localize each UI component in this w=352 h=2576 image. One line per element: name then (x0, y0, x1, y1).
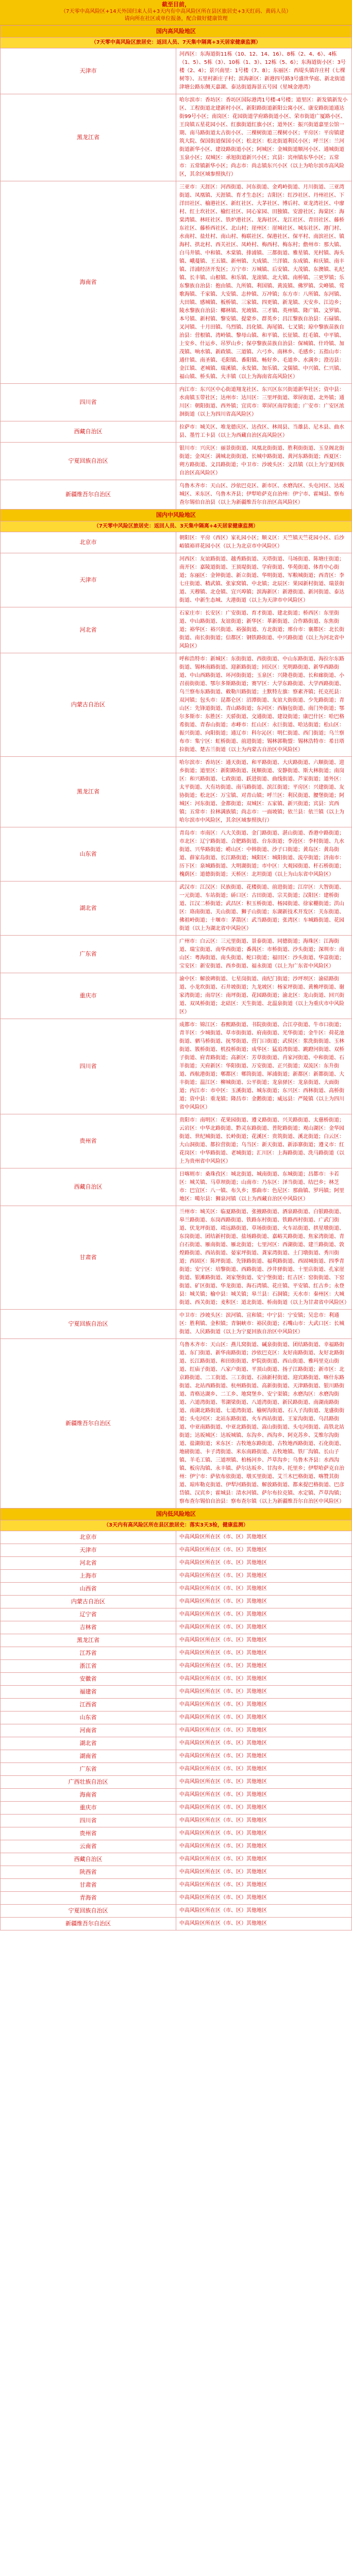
area-detail-cell: 成都市：锦江区：春熙路街道、书院街街道、合江亭街道、牛市口街道；青羊区：少城街道、草市街街道、府南街道、光华街道；金牛区：荷花池街道、驷马桥街道、抚琴街道、营门口街道；武侯区：浆洗街街道、玉林街道、簇桥街道、机投桥街道；成华区：猛追湾街道、跳蹬河街道、双桥子街道、府青路街道；高新区：芳草街街道、肖家河街道、中和街道、石羊街道；天府新区：华阳街道、万安街道、正兴街道；双流区：东升街道、西航港街道；郫都区：郫筒街道、犀浦街道；新都区：新都街道、大丰街道；温江区：柳城街道、公平街道；龙泉驿区：龙泉街道、大面街道；内江市：市中区：玉溪街道、城东街道；东兴区：西林街道、高桥街道；资中县：重龙镇；隆昌市：金鹅街道；威远县：严陵镇（以上为四川省中风险区） (176, 1019, 352, 1114)
table-row (1, 1866, 352, 1879)
section-subtitle-row (1, 38, 352, 48)
area-detail-cell: 中高风险区所在区（市、区）其他地区 (176, 1853, 352, 1866)
area-detail-cell: 哈尔滨市：香坊区：通天街道、和平路街道、大庆路街道、六顺街道、进乡街道；道里区：新阳路街道、抚顺街道、安静街道、斯大林街道；南岗区：和兴路街道、七政街道、跃进街道、曲线街道、芦家街道；道外区：太平街道、大有坊街道、南马路街道、滨江街道；平房区：兴建街道、友协街道；松北区：万宝镇、对青山镇；呼兰区：利民街道、腰堡街道；阿城区：河东街道、金都街道；双城区：五家镇、新兴街道；宾县：宾西镇；五常市：拉林满族镇；尚志市：一面坡镇；依兰县：依兰镇（以上为哈尔滨市中风险区，其余区域参照执行） (176, 757, 352, 827)
province-cell: 宁夏回族自治区 (1, 1905, 176, 1918)
table-row (1, 1686, 352, 1699)
table-row (1, 94, 352, 181)
province-cell: 黑龙江省 (1, 94, 176, 181)
table-row (1, 1815, 352, 1827)
table-row (1, 1339, 352, 1509)
table-row (1, 1634, 352, 1647)
area-detail-cell: 乌鲁木齐市：天山区：燕儿窝街道、碱泉街街道、团结路街道、幸福路街道、东门街道、新华南路街道；沙依巴克区：友好南路街道、友好北路街道、长江路街道、和田街街道、炉院街街道、西山街道、雅玛里克山街道、红庙子街道、八家户街道、平顶山街道、扬子江路街道；新市区：北京路街道、二工街道、三工街道、石油新村街道、迎宾路街道、喀什东路街道、北站西路街道、杭州路街道、高新街街道、天津路街道、银川路街道、青格达湖乡、二工乡、地窝堡乡、安宁渠镇；水磨沟区：水磨沟街道、六道湾街道、苇湖梁街道、八道湾街道、新民路街道、南湖南路街道、南湖北路街道、七道湾街道、榆树沟街道、石人子沟街道、龙盛街街道；头屯河区：北站东路街道、火车西站街道、王家沟街道、乌昌路街道、中亚南路街道、中亚北路街道、嵩山街街道、头屯河街道、高铁北站街道；达坂城区：达坂城镇、东沟乡、西沟乡、阿克苏乡、艾维尔沟街道、盐湖街道；米东区：古牧地东路街道、古牧地西路街道、石化街道、地磅街道、卡子湾街道、米东南路街道、古牧地镇、铁厂沟镇、长山子镇、羊毛工镇、三道坝镇、柏杨河乡、芦草沟乡；乌鲁木齐县：水西沟镇、板房沟镇、永丰镇、萨尔达坂乡、甘沟乡、托里乡；伊犁哈萨克自治州：伊宁市：萨依布依街道、墩买里街道、艾兰木巴格街道、喀赞其街道、琼库勒克街道、伊犁河路街道、解放路街道、都来提巴格街道、巴彦岱镇、汉宾乡；霍城县：清水河镇、萨尔布拉克镇、水定镇、芦草沟镇；察布查尔锡伯自治县：察布查尔镇（以上为新疆维吾尔自治区中风险区） (176, 1339, 352, 1509)
table-row (1, 1596, 352, 1608)
section-title-row (1, 26, 352, 38)
province-cell: 黑龙江省 (1, 757, 176, 827)
risk-area-table (0, 25, 352, 1930)
area-detail-cell: 中高风险区所在区（市、区）其他地区 (176, 1583, 352, 1596)
area-detail-cell: 中高风险区所在区（市、区）其他地区 (176, 1789, 352, 1802)
section-subtitle-row (1, 521, 352, 532)
province-cell: 新疆维吾尔自治区 (1, 1918, 176, 1930)
table-row (1, 443, 352, 480)
table-row (1, 532, 352, 553)
province-cell: 重庆市 (1, 973, 176, 1019)
table-row (1, 480, 352, 510)
table-row (1, 1789, 352, 1802)
table-row (1, 607, 352, 653)
table-row (1, 1750, 352, 1763)
area-detail-cell: 中高风险区所在区（市、区）其他地区 (176, 1737, 352, 1750)
province-cell: 北京市 (1, 1531, 176, 1544)
area-detail-cell: 乌鲁木齐市：天山区、沙依巴克区、新市区、水磨沟区、头屯河区、达坂城区、米东区、乌鲁木齐县；伊犁哈萨克自治州：伊宁市、霍城县、察布查尔锡伯自治县（以上为新疆维吾尔自治区高风险区） (176, 480, 352, 510)
table-row (1, 653, 352, 757)
table-row (1, 1776, 352, 1789)
area-detail-cell: 中高风险区所在区（市、区）其他地区 (176, 1892, 352, 1905)
area-detail-cell: 朝阳区：平房（西区）家礼园小区；顺义区：天竺镇天竺花园小区、后沙峪镇裕祥花园小区（以上为北京市中风险区） (176, 532, 352, 553)
province-cell: 内蒙古自治区 (1, 1596, 176, 1608)
table-row (1, 1660, 352, 1673)
province-cell: 内蒙古自治区 (1, 653, 176, 757)
province-cell: 西藏自治区 (1, 1853, 176, 1866)
table-row (1, 827, 352, 882)
province-cell: 甘肃省 (1, 1879, 176, 1892)
province-cell: 山西省 (1, 1583, 176, 1596)
area-detail-cell: 中高风险区所在区（市、区）其他地区 (176, 1802, 352, 1815)
table-row (1, 384, 352, 421)
province-cell: 贵州省 (1, 1114, 176, 1168)
area-detail-cell: 广州市：白云区：三元里街道、景泰街道、同德街道；海珠区：江海街道、瑞宝街道、南华西街道；番禺区：市桥街道、沙头街道；深圳市：南山区：粤海街道、南头街道、蛇口街道；福田区：沙头街道、华富街道；宝安区：新安街道、西乡街道、福永街道（以上为广东省中风险区） (176, 936, 352, 973)
section-title: 国内低风险地区 (1, 1509, 352, 1520)
area-detail-cell: 贵阳市：南明区：花果园街道、遵义路街道、兴关路街道、太慈桥街道；云岩区：中华北路街道、黔灵东路街道、普陀路街道；观山湖区：金华园街道、世纪城街道、长岭街道；花溪区：贵筑街道、溪北街道；白云区：大山洞街道、都拉营街道；乌当区：新天街道、新添寨街道；遵义市：红花岗区：中华路街道、老城街道；汇川区：上海路街道、洗马路街道（以上为贵州省中风险区） (176, 1114, 352, 1168)
area-detail-cell: 呼和浩特市：新城区：东街街道、西街街道、中山东路街道、海拉尔东路街道、锡林南路街道、迎新路街道；回民区：光明路街道、新华西路街道、中山西路街道、环河街街道；玉泉区：兴隆巷街道、长和廊街道、小召前街街道、鄂尔多斯路街道；赛罕区：大学东路街道、大学西路街道、乌兰察布东路街道、敕勒川路街道；土默特左旗：察素齐镇；托克托县：双河镇；包头市：昆都仑区：沼潭街道、友谊大街街道、少先路街道；青山区：先锋道街道、青山路街道；东河区：西脑包街道、南门外街道；鄂尔多斯市：东胜区：天骄街道、交通街道、建设街道；康巴什区：哈巴格希街道、青春山街道；赤峰市：红山区：永巨街道、哈达街道；松山区：振兴街道、向阳街道；通辽市：科尔沁区：明仁街道、西门街道；乌兰察布市：集宁区：虹桥街道、前进街道；锡林郭勒盟：锡林浩特市：希日塔拉街道、楚古兰街道（以上为内蒙古自治区中风险区） (176, 653, 352, 757)
table-row (1, 48, 352, 94)
province-cell: 河南省 (1, 1724, 176, 1737)
section-title-row (1, 510, 352, 521)
table-row (1, 1827, 352, 1840)
table-row (1, 882, 352, 936)
area-detail-cell: 中高风险区所在区（市、区）其他地区 (176, 1763, 352, 1776)
area-detail-cell: 中高风险区所在区（市、区）其他地区 (176, 1699, 352, 1711)
province-cell: 广西壮族自治区 (1, 1776, 176, 1789)
province-cell: 湖南省 (1, 1750, 176, 1763)
province-cell: 黑龙江省 (1, 1634, 176, 1647)
area-detail-cell: 河西区：东海道街11栋（10、12、14、16）、8栋（2、4、6）、4栋（1、5）、5栋（3）、10栋（1、3）、12栋（5、6）；东海道街小区：3号楼（2、4）；景兴南里：1号楼（7、8）；东丽区：西堤头镇许庄村（七棵树等）、五里村新庄子村；滨海新区：新港四号路3号盛世华庭、新北街道津塘公路东侧天嘉湖、泰达街道海景五号园（星城金港湾） (176, 48, 352, 94)
province-cell: 新疆维吾尔自治区 (1, 480, 176, 510)
table-row (1, 421, 352, 443)
area-detail-cell: 日喀则市：桑珠孜区：城北街道、城南街道、东城街道；昌都市：卡若区：城关镇、马草坝街道；山南市：乃东区：泽当街道、结巴乡；林芝市：巴宜区：八一镇、布久乡；那曲市：色尼区：那曲镇、罗玛镇；阿里地区：噶尔县：狮泉河镇（以上为西藏自治区中风险区） (176, 1168, 352, 1206)
section-subtitle-row (1, 1520, 352, 1531)
area-detail-cell: 中高风险区所在区（市、区）其他地区 (176, 1673, 352, 1686)
table-row (1, 1544, 352, 1557)
province-cell: 北京市 (1, 532, 176, 553)
province-cell: 山东省 (1, 1711, 176, 1724)
area-detail-cell: 中高风险区所在区（市、区）其他地区 (176, 1634, 352, 1647)
area-detail-cell: 渝中区：解放碑街道、七星岗街道、南纪门街道；沙坪坝区：渝碚路街道、小龙坎街道、石井坡街道；九龙坡区：杨家坪街道、黄桷坪街道、谢家湾街道；南岸区：南坪街道、花园路街道；渝北区：龙山街道、回兴街道、双凤桥街道；北碚区：天生街道、北温泉街道（以上为重庆市中风险区） (176, 973, 352, 1019)
province-cell: 河北省 (1, 607, 176, 653)
section-subtitle: （3天内有高风险区所在县区旅居史：落实3天3检，健康监测） (1, 1520, 352, 1531)
province-cell: 海南省 (1, 181, 176, 384)
province-cell: 贵州省 (1, 1827, 176, 1840)
area-detail-cell: 中高风险区所在区（市、区）其他地区 (176, 1750, 352, 1763)
table-row (1, 1840, 352, 1853)
table-row (1, 1763, 352, 1776)
table-row (1, 1647, 352, 1660)
province-cell: 湖北省 (1, 882, 176, 936)
area-detail-cell: 河西区：友谊路街道、越秀路街道、天塔街道、马场街道、陈塘庄街道；南开区：嘉陵道街道、王顶堤街道、学府街道、华苑街道、体育中心街道；东丽区：金钟街道、新立街道、华明街道、军粮城街道；西青区：李七庄街道、精武镇、张家窝镇、中北镇；北辰区：果园新村街道、瑞景街道、天穆镇、北仓镇、宜兴埠镇；滨海新区：新港街道、新河街道、泰达街道、中新生态城、大港街道（以上为天津市中风险区） (176, 553, 352, 607)
province-cell: 安徽省 (1, 1673, 176, 1686)
area-detail-cell: 中高风险区所在区（市、区）其他地区 (176, 1557, 352, 1570)
area-detail-cell: 中高风险区所在区（市、区）其他地区 (176, 1905, 352, 1918)
table-row (1, 1699, 352, 1711)
province-cell: 重庆市 (1, 1802, 176, 1815)
area-detail-cell: 武汉市：江汉区：民族街道、花楼街道、前进街道；江岸区：大智街道、一元街道、车站街道；硚口区：古田街道、宗关街道；汉阳区：建桥街道、江汉二桥街道；武昌区：积玉桥街道、杨园街道、徐家棚街道；洪山区：珞南街道、关山街道、狮子山街道；东湖新技术开发区：关东街道、佛祖岭街道；十堰市：茅箭区：武当路街道；张湾区：车城路街道、花园街道（以上为湖北省中风险区） (176, 882, 352, 936)
area-detail-cell: 中高风险区所在区（市、区）其他地区 (176, 1647, 352, 1660)
area-detail-cell: 中高风险区所在区（市、区）其他地区 (176, 1827, 352, 1840)
area-detail-cell: 中高风险区所在区（市、区）其他地区 (176, 1815, 352, 1827)
province-cell: 四川省 (1, 384, 176, 421)
province-cell: 江西省 (1, 1699, 176, 1711)
table-row (1, 1168, 352, 1206)
area-detail-cell: 中卫市：沙坡头区：滨河镇、宣和镇；中宁县：宁安镇；吴忠市：利通区：胜利镇、金积镇；青铜峡市：裕民街道；石嘴山市：大武口区：长城街道、人民路街道（以上为宁夏回族自治区中风险区） (176, 1310, 352, 1339)
province-cell: 宁夏回族自治区 (1, 1310, 176, 1339)
area-detail-cell: 中高风险区所在区（市、区）其他地区 (176, 1621, 352, 1634)
area-detail-cell: 中高风险区所在区（市、区）其他地区 (176, 1879, 352, 1892)
table-row (1, 1583, 352, 1596)
table-row (1, 757, 352, 827)
table-row (1, 1206, 352, 1310)
area-detail-cell: 中高风险区所在区（市、区）其他地区 (176, 1866, 352, 1879)
table-row (1, 1310, 352, 1339)
province-cell: 广东省 (1, 936, 176, 973)
province-cell: 福建省 (1, 1686, 176, 1699)
province-cell: 青海省 (1, 1892, 176, 1905)
province-cell: 湖北省 (1, 1737, 176, 1750)
table-row (1, 1802, 352, 1815)
province-cell: 四川省 (1, 1019, 176, 1114)
area-detail-cell: 中高风险区所在区（市、区）其他地区 (176, 1918, 352, 1930)
province-cell: 天津市 (1, 1544, 176, 1557)
table-row (1, 973, 352, 1019)
area-detail-cell: 中高风险区所在区（市、区）其他地区 (176, 1686, 352, 1699)
notice-line-2: 请向所在社区或单位报备，配合做好健康管理 (124, 16, 228, 22)
table-row (1, 1724, 352, 1737)
province-cell: 陕西省 (1, 1866, 176, 1879)
table-row (1, 1879, 352, 1892)
province-cell: 广东省 (1, 1763, 176, 1776)
province-cell: 浙江省 (1, 1660, 176, 1673)
table-row (1, 1737, 352, 1750)
table-row (1, 553, 352, 607)
area-detail-cell: 中高风险区所在区（市、区）其他地区 (176, 1608, 352, 1621)
notice-header (0, 0, 352, 25)
area-detail-cell: 青岛市：市南区：八大关街道、金门路街道、湛山街道、香港中路街道；市北区：辽宁路街道、合肥路街道、台东街道；李沧区：李村街道、九水街道、兴华路街道；崂山区：中韩街道、沙子口街道；黄岛区：黄岛街道、薛家岛街道、长江路街道；城阳区：城阳街道、流亭街道；济南市：历下区：泉城路街道、大明湖街道；市中区：大观园街道、杆石桥街道；槐荫区：道德街街道；天桥区：北坦街道（以上为山东省中风险区） (176, 827, 352, 882)
area-detail-cell: 中高风险区所在区（市、区）其他地区 (176, 1776, 352, 1789)
province-cell: 新疆维吾尔自治区 (1, 1339, 176, 1509)
table-row (1, 1570, 352, 1583)
province-cell: 宁夏回族自治区 (1, 443, 176, 480)
table-row (1, 1531, 352, 1544)
table-row (1, 1673, 352, 1686)
table-row (1, 1918, 352, 1930)
area-detail-cell: 兰州市：城关区：临夏路街道、张掖路街道、酒泉路街道、白银路街道、皋兰路街道、东岗西路街道、铁路东村街道、铁路西村街道、广武门街道、伏龙坪街道、靖远路街道、草场街街道、火车站街道、拱星墩街道、东岗街道、团结新村街道、盐场路街道、嘉峪关路街道、焦家湾街道、青白石街道、雁南街道、雁北街道；七里河区：西湖街道、建兰路街道、敦煌路街道、西站街道、晏家坪街道、龚家湾街道、土门墩街道、秀川街道；西固区：陈坪街道、先锋路街道、福利路街道、西固城街道、四季青街道；安宁区：培黎街道、西路街道、沙井驿街道、十里店街道、孔家崖街道、银滩路街道、刘家堡街道、安宁堡街道；红古区：窑街街道、下窑街道、矿区街道、华龙街道、海石湾镇、花庄镇、平安镇、红古乡；永登县：城关镇；榆中县：城关镇；皋兰县：石洞镇；天水市：秦州区：大城街道、西关街道；麦积区：道北街道、桥南街道（以上为甘肃省中风险区） (176, 1206, 352, 1310)
province-cell: 海南省 (1, 1789, 176, 1802)
province-cell: 河北省 (1, 1557, 176, 1570)
area-detail-cell: 中高风险区所在区（市、区）其他地区 (176, 1570, 352, 1583)
table-row (1, 1114, 352, 1168)
section-title-row (1, 1509, 352, 1520)
area-detail-cell: 中高风险区所在区（市、区）其他地区 (176, 1711, 352, 1724)
table-row (1, 936, 352, 973)
section-title: 国内高风险地区 (1, 26, 352, 38)
table-row (1, 181, 352, 384)
table-row (1, 1621, 352, 1634)
area-detail-cell: 中高风险区所在区（市、区）其他地区 (176, 1531, 352, 1544)
area-detail-cell: 中高风险区所在区（市、区）其他地区 (176, 1660, 352, 1673)
province-cell: 江苏省 (1, 1647, 176, 1660)
area-detail-cell: 中高风险区所在区（市、区）其他地区 (176, 1840, 352, 1853)
area-detail-cell: 哈尔滨市：香坊区：香坊区国际港湾1号楼-4号楼；道里区：新发镇新发小区、工程街道北建新村小区、新阳路街道新阳公寓小区、康安路街道通达街99号小区；南岗区：花园街道学府路街道小区、荣市街道广厦路小区、王岗镇五星花园小区、红旗街道红旗小区；道外区：振兴街道嘉里公馆一期、南马路街道太古街小区、三棵树街道三棵树小区；平房区：平房镇建筑大院、保国街道保国小区；松北区：松北街道利民小区；呼兰区：兰河街道新华小区、建设路街道小区；阿城区：金城街道顺河小区、通城街道玉泉小区；双城区：承旭街道新兴小区；宾县：宾州镇东华小区；五常市：五常镇新华小区；尚志市：尚志镇东兴小区（以上为哈尔滨市高风险区，其余区域参照执行） (176, 94, 352, 181)
province-cell: 西藏自治区 (1, 1168, 176, 1206)
area-detail-cell: 中高风险区所在区（市、区）其他地区 (176, 1544, 352, 1557)
table-row (1, 1019, 352, 1114)
province-cell: 山东省 (1, 827, 176, 882)
notice-title: 截至目前， (162, 1, 190, 8)
area-detail-cell: 中高风险区所在区（市、区）其他地区 (176, 1724, 352, 1737)
section-title: 国内中风险地区 (1, 510, 352, 521)
area-detail-cell: 中高风险区所在区（市、区）其他地区 (176, 1596, 352, 1608)
province-cell: 天津市 (1, 553, 176, 607)
area-detail-cell: 银川市：兴庆区：丽景街街道、凤凰北街街道、胜利街街道、玉皇阁北街街道；金凤区：满城北街街道、长城中路街道、黄河东路街道；西夏区：朔方路街道、文昌路街道；中卫市：沙坡头区：文昌镇（以上为宁夏回族自治区高风险区） (176, 443, 352, 480)
table-row (1, 1853, 352, 1866)
table-row (1, 1608, 352, 1621)
province-cell: 云南省 (1, 1840, 176, 1853)
area-detail-cell: 三亚市：天涯区：河西街道、河东街道、金鸡岭街道、月川街道、三亚湾街道、凤凰镇、天涯镇、育才生态区；吉阳区：红沙社区、丹州社区、下洋田社区、榆港社区、新红社区、大茅社区、博后村、亚龙湾社区、中廖村、红土坎社区、榆红社区、同心家园、田独镇、安游社区；海棠区：海棠湾镇、林旺社区、铁炉港社区、龙海社区、龙江社区、青田社区、藤桥东社区、藤桥西社区、北山村；崖州区：崖城社区、城东社区、港门村、水南村、盐灶村、南山村、梅联社区、保港社区、保平村、南滨社区、镇海村、拱北村、西关社区、凤岭村、梅西村、梅东村；儋州市：那大镇、白马井镇、中和镇、木棠镇、排浦镇、三都街道、雅星镇、光村镇、海头镇、峨蔓镇、王五镇、新州镇、大成镇、兰洋镇、东成镇、和庆镇、南丰镇、洋浦经济开发区；万宁市：万城镇、后安镇、大茂镇、东澳镇、礼纪镇、长丰镇、山根镇、和乐镇、龙滚镇、北大镇、南桥镇、三更罗镇；乐东黎族自治县：抱由镇、九所镇、利国镇、黄流镇、佛罗镇、尖峰镇、莺歌海镇、千家镇、大安镇、志仲镇、万冲镇；东方市：八所镇、东河镇、大田镇、感城镇、板桥镇、三家镇、四更镇、新龙镇、天安乡、江边乡；陵水黎族自治县：椰林镇、光坡镇、三才镇、英州镇、隆广镇、文罗镇、本号镇、新村镇、黎安镇、提蒙乡、群英乡；昌江黎族自治县：石碌镇、叉河镇、十月田镇、乌烈镇、昌化镇、海尾镇、七叉镇；琼中黎族苗族自治县：营根镇、湾岭镇、黎母山镇、和平镇、长征镇、红毛镇、中平镇、上安乡、什运乡、吊罗山乡；保亭黎族苗族自治县：保城镇、什玲镇、加茂镇、响水镇、新政镇、三道镇、六弓乡、南林乡、毛感乡；五指山市：通什镇、南圣镇、毛阳镇、番阳镇、畅好乡、毛道乡、水满乡；澄迈县：金江镇、老城镇、瑞溪镇、永发镇、加乐镇、文儒镇、中兴镇、仁兴镇、福山镇、桥头镇、大丰镇（以上为海南省高风险区） (176, 181, 352, 384)
province-cell: 西藏自治区 (1, 421, 176, 443)
risk-area-table-body (1, 26, 352, 1930)
area-detail-cell: 石家庄市：长安区：广安街道、育才街道、建北街道；桥西区：东里街道、中山路街道、友谊街道；新华区：革新街道、合作路街道、东焦街道；裕华区：裕兴街道、裕强街道、方北街道；邢台市：襄都区：北长街街道、南长街街道；信都区：钢铁路街道、中兴路街道（以上为河北省中风险区） (176, 607, 352, 653)
province-cell: 天津市 (1, 48, 176, 94)
section-subtitle: （7天零中高风险区旅居史：返回人员、7天集中隔离+3天居家健康监测） (1, 38, 352, 48)
table-row (1, 1892, 352, 1905)
notice-line-1: （7天零中高风险区+14天外国归来人员+3天内有中高风险区所在县区旅居史+3天红码、黄码人员） (61, 9, 291, 14)
province-cell: 吉林省 (1, 1621, 176, 1634)
province-cell: 上海市 (1, 1570, 176, 1583)
area-detail-cell: 拉萨市：城关区、堆龙德庆区、达孜区、林周县、当雄县、尼木县、曲水县、墨竹工卡县（以上为西藏自治区高风险区） (176, 421, 352, 443)
section-subtitle: （7天零中风险区旅居史：返回人员、3天集中隔离+4天居家健康监测） (1, 521, 352, 532)
table-row (1, 1557, 352, 1570)
table-row (1, 1905, 352, 1918)
province-cell: 辽宁省 (1, 1608, 176, 1621)
area-detail-cell: 内江市：东兴区中心街道翔龙社区、东兴区东兴街道新华社区；资中县：水南镇玉带社区；达州市：达川区：三里坪街道、翠屏街道、北外镇；通川区：朝阳街道、西外镇；宜宾市：翠屏区南岸街道；广安市：广安区浓洄街道（以上为四川省高风险区） (176, 384, 352, 421)
province-cell: 四川省 (1, 1815, 176, 1827)
table-row (1, 1711, 352, 1724)
province-cell: 甘肃省 (1, 1206, 176, 1310)
